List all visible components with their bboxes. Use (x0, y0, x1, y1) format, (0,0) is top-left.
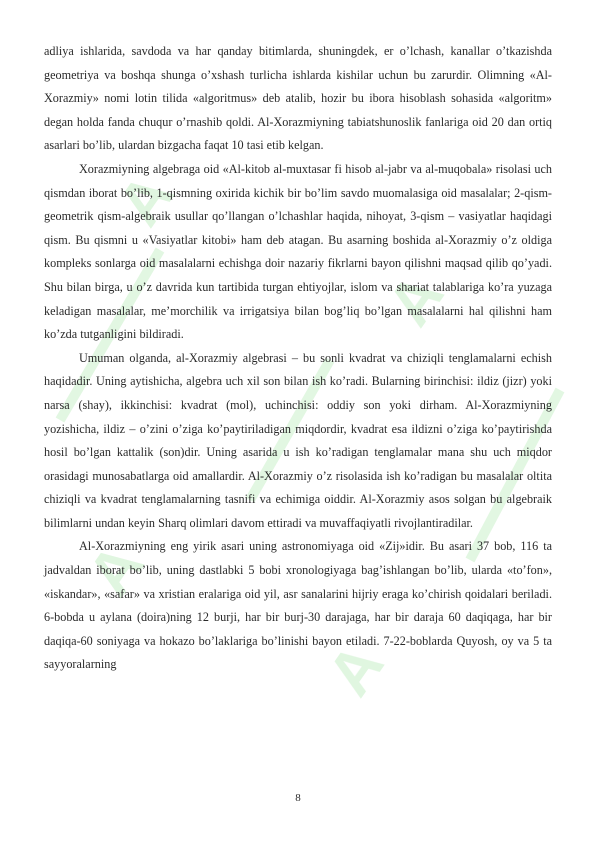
watermark-mark-4: A (314, 631, 398, 709)
paragraph-1: adliya ishlarida, savdoda va har qanday bitimlarda, shuningdek, er o’lchash, kanallar o’tkazishda geometriya va boshqa shunga o’xshash turlicha ishlarda kishilar uchun bu zarurdir. Olimning «Al-Xorazmiy» nomi lotin tilida «algoritmus» deb atalib, hozir bu ibora hisoblash sohasida «algoritm» degan holda fanda chuqur o’rnashib qoldi. Al-Xorazmiyning tabiatshunoslik fanlariga oid 20 dan ortiq asarlari bo’lib, ulardan bizgacha faqat 10 tasi etib kelgan. (44, 44, 552, 153)
paragraph-3: Umuman olganda, al-Xorazmiy algebrasi – bu sonli kvadrat va chiziqli tenglamalarni echish haqidadir. Uning aytishicha, algebra uch xil son bilan ish ko’radi. Bularning birinchisi: ildiz (jizr) yoki narsa (shay), ikkinchisi: kvadrat (mol), uchinchisi: oddiy son yoki dirham. Al-Xorazmiyning yozishicha, ildiz – o’zini o’ziga ko’paytiriladigan miqdordir, kvadrat esa ildizni o’ziga ko’paytirishda hosil bo’lgan kattalik (son)dir. Uning asarida u ish ko’radigan tenglamalar mana shu uch miqdor orasidagi munosabatlarga oid amallardir. Al-Xorazmiy o’z risolasida ish ko’radigan bu masalalar oltita chiziqli va kvadrat tenglamalarning tasnifi va echimiga oiddir. Al-Xorazmiy asos solgan bu algebraik bilimlarni undan keyin Sharq olimlari davom ettiradi va muvaffaqiyatli rivojlantiradilar. (44, 350, 552, 530)
watermark-mark-1: A (104, 161, 188, 239)
body-text (44, 40, 552, 677)
watermark-mark-3: A (74, 531, 158, 609)
watermark-mark-2: A (374, 261, 458, 339)
page-number: 8 (295, 792, 301, 804)
paragraph-2: Xorazmiyning algebraga oid «Al-kitob al-muxtasar fi hisob al-jabr va al-muqobala» risolasi uch qismdan iborat bo’lib, 1-qismning oxirida kichik bir bo’lim savdo muomalasiga oid masalalar; 2-qism-geometrik qism-algebraik usullar qo’llangan o’lchashlar haqida, nihoyat, 3-qism – vasiyatlar haqidagi qism. Bu qismni u «Vasiyatlar kitobi» ham deb atagan. Bu asarning boshida al-Xorazmiy o’z oldiga kompleks sonlarga oid masalalarni echishga doir nazariy fikrlarni bayon qilishni maqsad qilib qo’yadi. Shu bilan birga, u o’z davrida kun tartibida turgan ehtiyojlar, islom va shariat talablariga ko’ra yuzaga keladigan masalalar, me’morchilik va irrigatsiya bilan bog’liq bo’lgan masalalarni hal qilishni ham ko’zda tutganligini bildiradi. (44, 161, 552, 342)
paragraph-4: Al-Xorazmiyning eng yirik asari uning astronomiyaga oid «Zij»idir. Bu asari 37 bob, 116 ta jadvaldan iborat bo’lib, uning dastlabki 5 bobi xronologiyaga bag’ishlangan bo’lib, ularda «to’fon», «iskandar», «safar» va xristian eralariga oid yil, asr sanalarini hijriy eraga ko’chirish qoidalari beriladi. 6-bobda u aylana (doira)ning 12 burji, har bir burj-30 darajaga, har bir daraja 60 daqiqaga, har bir daqiqa-60 soniyaga va hokazo bo’laklariga bo’linishi bayon etiladi. 7-22-boblarda Quyosh, oy va 5 ta sayyoralarning (44, 539, 552, 672)
